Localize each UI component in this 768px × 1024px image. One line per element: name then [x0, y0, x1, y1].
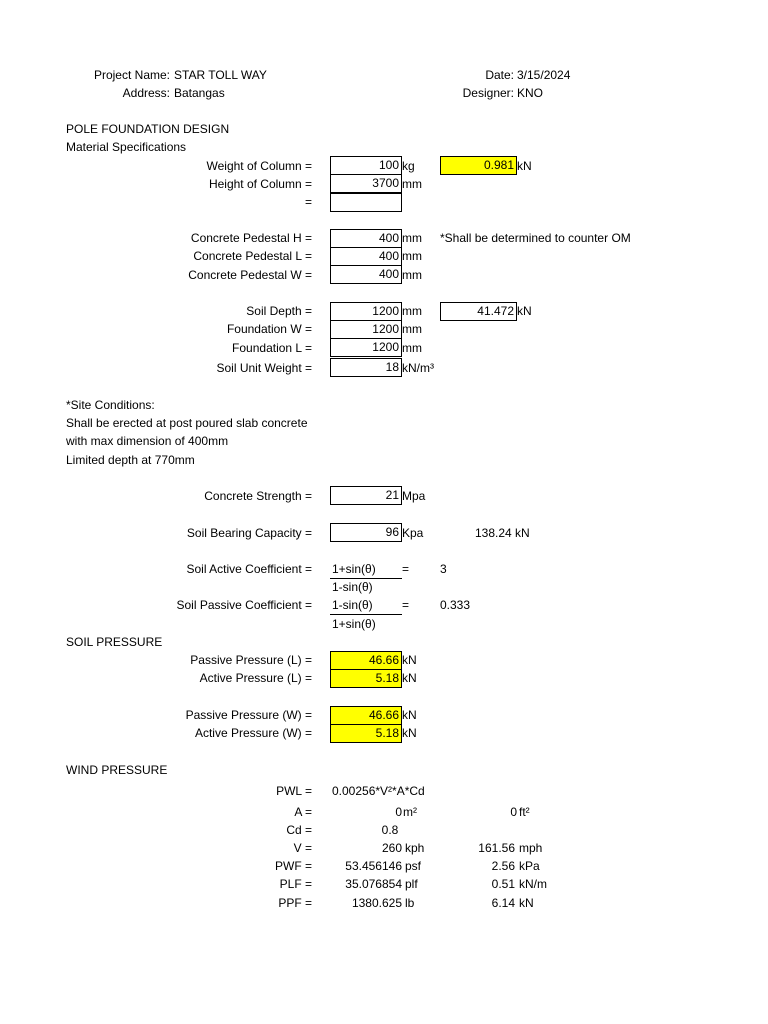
section-title: POLE FOUNDATION DESIGN [66, 122, 230, 136]
pedestal-note: *Shall be determined to counter OM [440, 231, 631, 245]
soil-depth-kn-unit: kN [517, 304, 532, 318]
cd-label: Cd = [286, 823, 312, 837]
active-coefficient-equals: = [402, 562, 410, 576]
address-value: Batangas [174, 86, 225, 100]
ppf-alt-unit: kN [519, 896, 534, 910]
weight-label: Weight of Column = [206, 159, 312, 173]
soil-depth-cell[interactable]: 1200 [330, 302, 402, 321]
active-pressure-l-unit: kN [402, 671, 417, 685]
pwf-unit: psf [405, 859, 422, 873]
pedestal-w-label: Concrete Pedestal W = [188, 268, 312, 282]
passive-coefficient-label: Soil Passive Coefficient = [176, 598, 312, 612]
height-label: Height of Column = [208, 177, 312, 191]
passive-pressure-w-cell[interactable]: 46.66 [330, 706, 402, 725]
weight-cell[interactable]: 100 [330, 156, 402, 175]
active-pressure-l-cell[interactable]: 5.18 [330, 669, 402, 688]
passive-coefficient-value: 0.333 [440, 598, 471, 612]
plf-label: PLF = [279, 877, 312, 891]
pedestal-l-unit: mm [402, 249, 422, 263]
area-alt-unit: ft² [519, 805, 530, 819]
soil-pressure-title: SOIL PRESSURE [66, 635, 163, 649]
ppf-unit: lb [405, 896, 415, 910]
subsection-title: Material Specifications [66, 140, 187, 154]
passive-pressure-l-label: Passive Pressure (L) = [190, 653, 312, 667]
velocity-alt-unit: mph [519, 841, 543, 855]
date-label: Date: [485, 68, 514, 82]
soil-unit-weight-label: Soil Unit Weight = [216, 361, 312, 375]
blank-cell[interactable] [330, 193, 402, 212]
plf-alt-value: 0.51 [491, 877, 515, 891]
bearing-capacity-cell[interactable]: 96 [330, 523, 402, 542]
date-value: 3/15/2024 [517, 68, 571, 82]
active-coefficient-label: Soil Active Coefficient = [186, 562, 312, 576]
foundation-l-unit: mm [402, 341, 422, 355]
passive-coefficient-denominator: 1+sin(θ) [332, 617, 376, 631]
site-conditions-line-2: with max dimension of 400mm [66, 434, 229, 448]
ppf-alt-value: 6.14 [491, 896, 515, 910]
area-alt-value: 0 [510, 805, 517, 819]
active-pressure-w-label: Active Pressure (W) = [194, 726, 312, 740]
active-coefficient-numerator: 1+sin(θ) [332, 562, 376, 576]
velocity-alt-value: 161.56 [478, 841, 515, 855]
passive-fraction-bar [330, 614, 402, 615]
passive-pressure-w-unit: kN [402, 708, 417, 722]
bearing-capacity-unit: Kpa [402, 526, 424, 540]
project-name-label: Project Name: [93, 68, 170, 82]
soil-depth-unit: mm [402, 304, 422, 318]
soil-depth-kn-cell[interactable]: 41.472 [440, 302, 517, 321]
weight-unit: kg [402, 159, 415, 173]
foundation-w-label: Foundation W = [226, 322, 312, 336]
pwf-value: 53.456146 [345, 859, 402, 873]
passive-pressure-w-label: Passive Pressure (W) = [185, 708, 312, 722]
cd-value: 0.8 [381, 823, 399, 837]
wind-pressure-title: WIND PRESSURE [66, 763, 168, 777]
area-value: 0 [395, 805, 402, 819]
weight-kn-unit: kN [517, 159, 532, 173]
area-unit: m² [403, 805, 417, 819]
concrete-strength-label: Concrete Strength = [204, 489, 312, 503]
soil-depth-label: Soil Depth = [246, 304, 312, 318]
foundation-l-cell[interactable]: 1200 [330, 338, 402, 357]
pedestal-h-label: Concrete Pedestal H = [190, 231, 312, 245]
pwf-alt-unit: kPa [519, 859, 540, 873]
ppf-label: PPF = [278, 896, 312, 910]
weight-kn-cell[interactable]: 0.981 [440, 156, 517, 175]
project-name-value: STAR TOLL WAY [174, 68, 267, 82]
soil-unit-weight-cell[interactable]: 18 [330, 358, 402, 377]
pedestal-w-cell[interactable]: 400 [330, 265, 402, 284]
active-fraction-bar [330, 578, 402, 579]
designer-value: KNO [517, 86, 544, 100]
bearing-capacity-label: Soil Bearing Capacity = [186, 526, 312, 540]
designer-label: Designer: [462, 86, 514, 100]
velocity-value: 260 [381, 841, 402, 855]
velocity-label: V = [293, 841, 312, 855]
pwf-alt-value: 2.56 [491, 859, 515, 873]
passive-coefficient-numerator: 1-sin(θ) [332, 598, 373, 612]
height-cell[interactable]: 3700 [330, 174, 402, 193]
area-label: A = [294, 805, 312, 819]
active-pressure-l-label: Active Pressure (L) = [199, 671, 312, 685]
pedestal-l-label: Concrete Pedestal L = [193, 249, 312, 263]
foundation-w-cell[interactable]: 1200 [330, 320, 402, 339]
pwl-label: PWL = [276, 784, 312, 798]
passive-pressure-l-unit: kN [402, 653, 417, 667]
blank-label: = [304, 195, 312, 209]
active-coefficient-denominator: 1-sin(θ) [332, 580, 373, 594]
plf-value: 35.076854 [345, 877, 402, 891]
plf-alt-unit: kN/m [519, 877, 547, 891]
address-label: Address: [122, 86, 170, 100]
active-pressure-w-unit: kN [402, 726, 417, 740]
pedestal-w-unit: mm [402, 268, 422, 282]
site-conditions-line-3: Limited depth at 770mm [66, 453, 195, 467]
passive-coefficient-equals: = [402, 598, 410, 612]
concrete-strength-unit: Mpa [402, 489, 426, 503]
passive-pressure-l-cell[interactable]: 46.66 [330, 651, 402, 670]
pwf-label: PWF = [274, 859, 312, 873]
velocity-unit: kph [405, 841, 425, 855]
bearing-capacity-kn: 138.24 kN [475, 526, 530, 540]
site-conditions-title: *Site Conditions: [66, 398, 155, 412]
pedestal-h-cell[interactable]: 400 [330, 229, 402, 248]
pedestal-h-unit: mm [402, 231, 422, 245]
pedestal-l-cell[interactable]: 400 [330, 247, 402, 266]
height-unit: mm [402, 177, 422, 191]
site-conditions-line-1: Shall be erected at post poured slab concrete [66, 416, 308, 430]
plf-unit: plf [405, 877, 418, 891]
active-pressure-w-cell[interactable]: 5.18 [330, 724, 402, 743]
concrete-strength-cell[interactable]: 21 [330, 486, 402, 505]
ppf-value: 1380.625 [351, 896, 402, 910]
active-coefficient-value: 3 [440, 562, 447, 576]
foundation-l-label: Foundation L = [232, 341, 312, 355]
foundation-w-unit: mm [402, 322, 422, 336]
pwl-formula: 0.00256*V²*A*Cd [332, 784, 425, 798]
soil-unit-weight-unit: kN/m³ [402, 361, 434, 375]
